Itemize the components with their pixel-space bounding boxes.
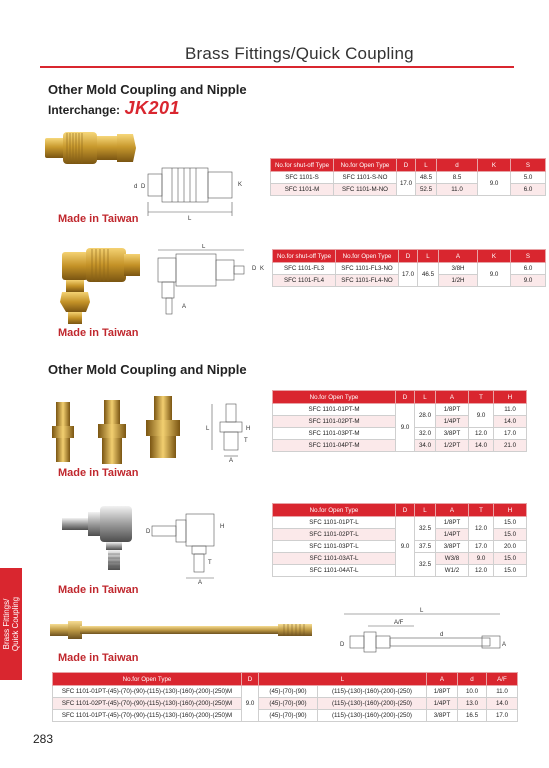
cell: W3/8: [436, 553, 469, 565]
cell: SFC 1101-01PT-(45)-(70)-(90)-(115)-(130)-(160)-(200)-(250)M: [53, 710, 242, 722]
spec-table-d: [272, 503, 527, 577]
label-A: A: [502, 642, 507, 648]
th: A: [427, 673, 458, 686]
side-label-line2: Quick Coupling: [11, 596, 20, 652]
th: L: [259, 673, 427, 686]
cell: 14.0: [487, 698, 518, 710]
cell: (115)-(130)-(160)-(200)-(250): [318, 686, 427, 698]
label-D: D: [252, 266, 257, 272]
cell: (45)-(70)-(90): [259, 710, 318, 722]
cell: 11.0: [494, 404, 527, 416]
cell: SFC 1101-04PT-M: [273, 440, 396, 452]
th: T: [469, 391, 494, 404]
cell: SFC 1101-04AT-L: [273, 565, 396, 577]
cell: 12.0: [469, 565, 494, 577]
cell: 9.0: [396, 404, 415, 452]
elbow-nipple-photo: [58, 498, 146, 574]
label-D: D: [340, 642, 345, 648]
made-in-taiwan-label: Made in Taiwan: [58, 213, 139, 225]
cell: 52.5: [416, 184, 437, 196]
th: No.for Open Type: [336, 250, 399, 263]
cell: 14.0: [469, 440, 494, 452]
table-row: [53, 710, 518, 722]
th: No.for shut-off Type: [273, 250, 336, 263]
th: No.for Open Type: [334, 159, 397, 172]
cell: 3/8H: [439, 263, 478, 275]
cell: 1/4PT: [436, 416, 469, 428]
cell: 12.0: [469, 517, 494, 541]
th: d: [458, 673, 487, 686]
cell: 48.5: [416, 172, 437, 184]
cell: 9.0: [469, 404, 494, 428]
interchange-code: JK201: [124, 98, 181, 118]
th: No.for Open Type: [53, 673, 242, 686]
cell: 1/4PT: [427, 698, 458, 710]
page-title: Brass Fittings/Quick Coupling: [185, 44, 414, 63]
cell: 1/2PT: [436, 440, 469, 452]
table-row: [53, 698, 518, 710]
th: T: [469, 504, 494, 517]
cell: SFC 1101-M-NO: [334, 184, 397, 196]
cell: 17.0: [399, 263, 418, 287]
page-number: 283: [33, 732, 54, 746]
cell: 5.0: [511, 172, 546, 184]
label-K: K: [238, 182, 243, 188]
cell: 6.0: [511, 263, 546, 275]
cell: 9.0: [478, 172, 511, 196]
cell: 21.0: [494, 440, 527, 452]
label-D: D: [141, 184, 146, 190]
cell: SFC 1101-S-NO: [334, 172, 397, 184]
th: K: [478, 159, 511, 172]
nipple-drawing: [204, 400, 270, 462]
side-label-line1: Brass Fittings/: [2, 598, 11, 650]
th: A: [436, 391, 469, 404]
cell: 3/8PT: [427, 710, 458, 722]
cell: 17.0: [494, 428, 527, 440]
cell: 14.0: [494, 416, 527, 428]
cell: 1/8PT: [427, 686, 458, 698]
th: D: [396, 504, 415, 517]
cell: 13.0: [458, 698, 487, 710]
cell: SFC 1101-03AT-L: [273, 553, 396, 565]
interchange-label: Interchange:: [48, 103, 121, 117]
cell: 9.0: [511, 275, 546, 287]
th: D: [399, 250, 418, 263]
made-in-taiwan-label: Made in Taiwan: [58, 652, 139, 664]
nipple-small: [52, 402, 74, 462]
table-row: [271, 172, 546, 184]
cell: 8.5: [437, 172, 478, 184]
cell: 32.5: [415, 517, 436, 541]
cell: 46.5: [418, 263, 439, 287]
th: D: [397, 159, 416, 172]
cell: SFC 1101-02PT-(45)-(70)-(90)-(115)-(130)-(160)-(200)-(250)M: [53, 698, 242, 710]
cell: SFC 1101-FL4-NO: [336, 275, 399, 287]
cell: (45)-(70)-(90): [259, 698, 318, 710]
brass-coupling-photo: [43, 124, 138, 172]
label-D: D: [146, 529, 151, 535]
made-in-taiwan-label: Made in Taiwan: [58, 327, 139, 339]
label-L: L: [188, 216, 192, 222]
cell: SFC 1101-03PT-L: [273, 541, 396, 553]
th: A: [439, 250, 478, 263]
cell: 16.5: [458, 710, 487, 722]
th: H: [494, 504, 527, 517]
th: S: [511, 159, 546, 172]
spec-table-a: [270, 158, 546, 196]
label-K: K: [260, 266, 265, 272]
cell: 32.5: [415, 553, 436, 577]
th: H: [494, 391, 527, 404]
cell: 1/8PT: [436, 517, 469, 529]
cell: 1/8PT: [436, 404, 469, 416]
elbow-nipple-drawing: [146, 508, 238, 584]
cell: SFC 1101-02PT-L: [273, 529, 396, 541]
table-row: [273, 263, 546, 275]
cell: 3/8PT: [436, 428, 469, 440]
interchange-row: [48, 98, 180, 119]
cell: W1/2: [436, 565, 469, 577]
cell: 17.0: [487, 710, 518, 722]
label-A: A: [229, 458, 234, 462]
label-d: d: [134, 184, 138, 190]
cell: 15.0: [494, 565, 527, 577]
brass-nipples-photo: [46, 392, 196, 470]
cell: 11.0: [437, 184, 478, 196]
extension-nipple-drawing: [330, 606, 510, 666]
made-in-taiwan-label: Made in Taiwan: [58, 467, 139, 479]
cell: 3/8PT: [436, 541, 469, 553]
cell: 15.0: [494, 553, 527, 565]
cell: SFC 1101-FL3-NO: [336, 263, 399, 275]
th: A: [436, 504, 469, 517]
extension-nipple-photo: [48, 618, 316, 642]
coupling-technical-drawing: [128, 160, 268, 222]
cell: SFC 1101-S: [271, 172, 334, 184]
nipple-large: [146, 396, 180, 458]
cell: 15.0: [494, 529, 527, 541]
cell: SFC 1101-01PT-L: [273, 517, 396, 529]
cell: 1/4PT: [436, 529, 469, 541]
label-H: H: [246, 426, 251, 432]
cell: 37.5: [415, 541, 436, 553]
th: D: [242, 673, 259, 686]
cell: 20.0: [494, 541, 527, 553]
angled-coupling-drawing: [152, 244, 270, 324]
cell: 9.0: [396, 517, 415, 577]
label-H: H: [220, 524, 225, 530]
cell: SFC 1101-01PT-(45)-(70)-(90)-(115)-(130)-(160)-(200)-(250)M: [53, 686, 242, 698]
th: S: [511, 250, 546, 263]
cell: (115)-(130)-(160)-(200)-(250): [318, 710, 427, 722]
table-row: [273, 517, 527, 529]
label-L: L: [420, 608, 424, 614]
label-L: L: [206, 426, 210, 432]
th: L: [415, 391, 436, 404]
cell: 32.0: [415, 428, 436, 440]
label-d: d: [440, 632, 444, 638]
th: No.for Open Type: [273, 504, 396, 517]
section2-title: Other Mold Coupling and Nipple: [48, 362, 247, 377]
cell: 10.0: [458, 686, 487, 698]
th: L: [415, 504, 436, 517]
th: A/F: [487, 673, 518, 686]
header-rule: [40, 66, 514, 68]
made-in-taiwan-label: Made in Taiwan: [58, 584, 139, 596]
label-A: A: [182, 304, 187, 310]
cell: SFC 1101-M: [271, 184, 334, 196]
cell: 17.0: [469, 541, 494, 553]
cell: 9.0: [242, 686, 259, 722]
cell: SFC 1101-FL4: [273, 275, 336, 287]
nipple-medium: [98, 400, 126, 464]
cell: SFC 1101-FL3: [273, 263, 336, 275]
th: K: [478, 250, 511, 263]
cell: SFC 1101-01PT-M: [273, 404, 396, 416]
cell: 17.0: [397, 172, 416, 196]
label-AF: A/F: [394, 620, 404, 626]
th: D: [396, 391, 415, 404]
cell: 9.0: [478, 263, 511, 287]
cell: 34.0: [415, 440, 436, 452]
cell: SFC 1101-03PT-M: [273, 428, 396, 440]
spec-table-e: [52, 672, 518, 722]
label-L: L: [202, 244, 206, 250]
th: L: [418, 250, 439, 263]
cell: 12.0: [469, 428, 494, 440]
spec-table-c: [272, 390, 527, 452]
label-T: T: [244, 438, 248, 444]
angled-coupling-photo: [58, 238, 150, 326]
cell: SFC 1101-02PT-M: [273, 416, 396, 428]
label-A: A: [198, 580, 203, 584]
cell: 9.0: [469, 553, 494, 565]
th: No.for Open Type: [273, 391, 396, 404]
cell: 28.0: [415, 404, 436, 428]
cell: (115)-(130)-(160)-(200)-(250): [318, 698, 427, 710]
label-T: T: [208, 560, 212, 566]
cell: 6.0: [511, 184, 546, 196]
cell: (45)-(70)-(90): [259, 686, 318, 698]
cell: 11.0: [487, 686, 518, 698]
th: d: [437, 159, 478, 172]
table-row: [53, 686, 518, 698]
cell: 1/2H: [439, 275, 478, 287]
th: L: [416, 159, 437, 172]
spec-table-b: [272, 249, 546, 287]
th: No.for shut-off Type: [271, 159, 334, 172]
section1-title: Other Mold Coupling and Nipple: [48, 82, 247, 97]
cell: 15.0: [494, 517, 527, 529]
side-category-label: [2, 597, 20, 651]
table-row: [273, 404, 527, 416]
